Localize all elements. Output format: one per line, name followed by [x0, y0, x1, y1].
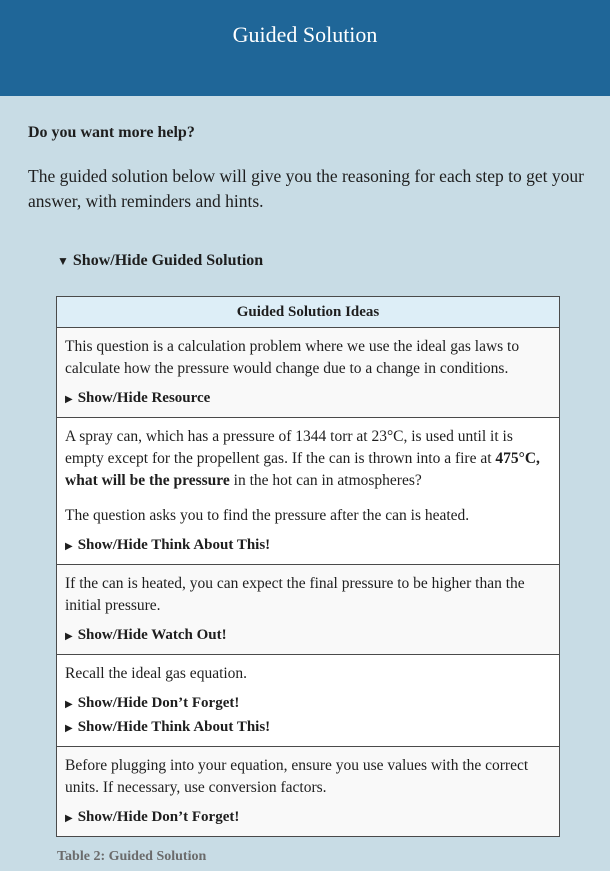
triangle-right-icon: ▶ [65, 699, 73, 710]
guided-solution-toggle[interactable] [57, 252, 263, 270]
table-cell [57, 418, 560, 565]
table-cell [57, 655, 560, 747]
problem-text-start: A spray can, which has a pressure of 1344 torr at 23°C, is used until it is empty except for the propellent gas. If the can is thrown into a fire at [65, 428, 513, 467]
dont-forget-toggle-label: Show/Hide Don’t Forget! [77, 695, 240, 711]
resource-toggle-label: Show/Hide Resource [77, 390, 211, 406]
triangle-right-icon: ▶ [65, 541, 73, 552]
table-row [57, 655, 560, 747]
think-about-this-toggle-label: Show/Hide Think About This! [77, 537, 271, 553]
problem-statement [65, 426, 551, 492]
row-text: This question is a calculation problem where we use the ideal gas laws to calculate how the pressure would change due to a change in conditions. [65, 338, 520, 377]
page-header [0, 0, 610, 96]
table-row [57, 328, 560, 418]
dont-forget-toggle-label: Show/Hide Don’t Forget! [77, 809, 240, 825]
row-text: The question asks you to find the pressure after the can is heated. [65, 507, 470, 524]
row-text: Before plugging into your equation, ensure you use values with the correct units. If necessary, use conversion factors. [65, 757, 529, 796]
watch-out-toggle[interactable] [65, 624, 551, 648]
page-title: Guided Solution [232, 22, 378, 47]
intro-paragraph: The guided solution below will give you the reasoning for each step to get your answer, with reminders and hints. [28, 166, 584, 211]
triangle-right-icon: ▶ [65, 813, 73, 824]
table-caption: Table 2: Guided Solution [57, 849, 207, 864]
dont-forget-toggle[interactable] [65, 692, 551, 716]
table-row [57, 418, 560, 565]
watch-out-toggle-label: Show/Hide Watch Out! [77, 627, 227, 643]
guided-solution-table [56, 296, 560, 837]
triangle-right-icon: ▶ [65, 394, 73, 405]
resource-toggle[interactable] [65, 387, 551, 411]
triangle-down-icon: ▼ [57, 254, 69, 268]
problem-text-bold: 475°C, what will be the pressure [65, 450, 540, 489]
help-heading: Do you want more help? [28, 124, 195, 141]
table-cell [57, 747, 560, 837]
table-header: Guided Solution Ideas [57, 297, 560, 328]
triangle-right-icon: ▶ [65, 723, 73, 734]
table-row [57, 747, 560, 837]
guided-solution-toggle-label: Show/Hide Guided Solution [72, 252, 264, 269]
problem-text-end: in the hot can in atmospheres? [229, 472, 422, 489]
table-row [57, 565, 560, 655]
think-about-this-toggle-label: Show/Hide Think About This! [77, 719, 271, 735]
think-about-this-toggle[interactable] [65, 534, 551, 558]
table-cell [57, 328, 560, 418]
row-text: If the can is heated, you can expect the final pressure to be higher than the initial pressure. [65, 575, 525, 614]
row-text: Recall the ideal gas equation. [65, 665, 248, 682]
triangle-right-icon: ▶ [65, 631, 73, 642]
think-about-this-toggle[interactable] [65, 716, 551, 740]
dont-forget-toggle[interactable] [65, 806, 551, 830]
table-cell [57, 565, 560, 655]
